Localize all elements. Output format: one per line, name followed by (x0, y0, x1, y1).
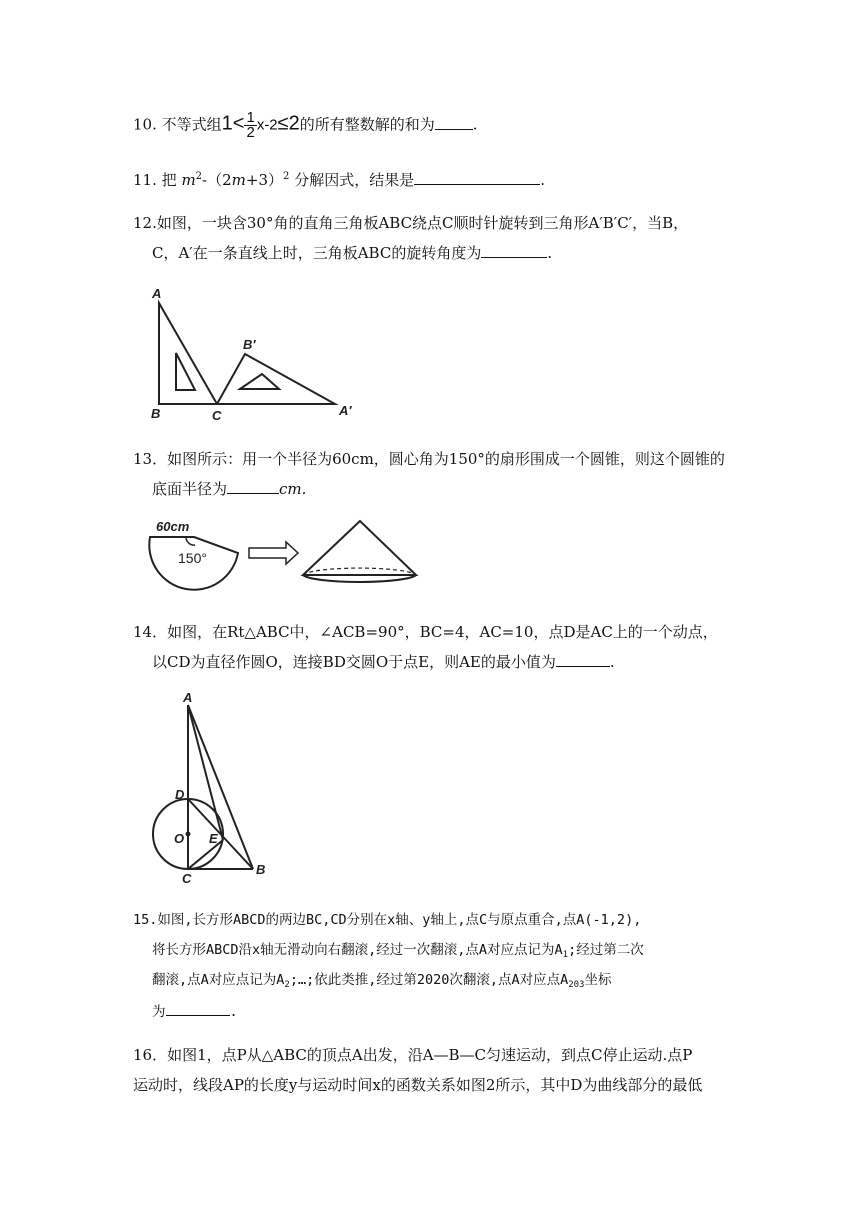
question-15-line1: 15.如图,长方形ABCD的两边BC,CD分别在x轴、y轴上,点C与原点重合,点A(-1,2), (133, 912, 642, 928)
label-150-degrees: 150° (178, 550, 207, 566)
inequality-right: ≤2 (277, 112, 300, 135)
question-14-line1: 14．如图，在Rt△ABC中，∠ACB=90°，BC=4，AC=10，点D是AC上的一个动点， (133, 623, 718, 641)
question-13-line1: 13．如图所示：用一个半径为60cm，圆心角为150°的扇形围成一个圆锥，则这个圆锥的 (133, 450, 725, 468)
question-16-line1: 16．如图1，点P从△ABC的顶点A出发，沿A—B—C匀速运动，到点C停止运动.点P (133, 1046, 693, 1064)
label-e: E (209, 831, 218, 846)
question-12-line2: C，A′在一条直线上时，三角板ABC的旋转角度为 . (152, 244, 553, 262)
question-15-line4: 为 . (152, 1001, 238, 1022)
question-10: 10. 不等式组1< $\frac{1}{2}$ x-2≤2的所有整数解的和为 . (133, 109, 478, 141)
question-15-line2: 将长方形ABCD沿x轴无滑动向右翻滚,经过一次翻滚,点A对应点记为$A_1$;经过第二次 (152, 942, 644, 960)
segment-ae (188, 705, 223, 840)
label-d: D (175, 787, 185, 802)
label-b: B (151, 406, 161, 421)
question-13-line2: 底面半径为 cm. (152, 480, 307, 498)
center-point-o (186, 832, 191, 837)
question-16-line2: 运动时，线段AP的长度y与运动时间x的函数关系如图2所示，其中D为曲线部分的最低 (133, 1076, 703, 1094)
label-60cm: 60cm (156, 519, 190, 534)
label-b-prime: B′ (243, 337, 256, 352)
label-o: O (174, 831, 185, 846)
answer-blank-15 (166, 1001, 230, 1016)
label-a-prime: A′ (339, 403, 352, 418)
label-a: A (152, 286, 162, 301)
question-11: 11. 把 $m^2-(2m+3)^2$ 分解因式，结果是 . (133, 171, 545, 189)
label-b: B (256, 862, 266, 877)
question-15-line3: 翻滚,点A对应点记为$A_2;\dots$;依此类推,经过第2020次翻滚,点A对应点$A_{203}$坐标 (152, 972, 612, 990)
question-12-line1: 12.如图，一块含30°角的直角三角板ABC绕点C顺时针旋转到三角形A′B′C′，当B， (133, 214, 689, 232)
label-c: C (182, 871, 192, 886)
label-c: C (212, 408, 222, 423)
fraction-half: $\frac{1}{2}$ (246, 109, 255, 141)
inequality-left: 1< (221, 112, 245, 135)
label-a: A (183, 690, 193, 705)
question-14-line2: 以CD为直径作圆O，连接BD交圆O于点E，则AE的最小值为 . (152, 653, 615, 671)
